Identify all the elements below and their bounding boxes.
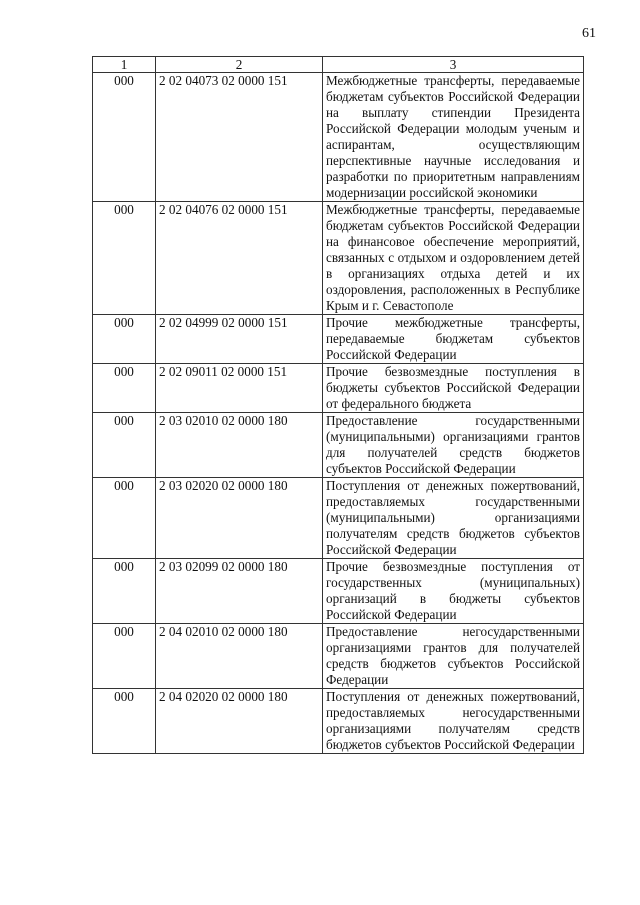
classification-code-cell: 2 04 02010 02 0000 180	[156, 624, 323, 689]
column-header: 2	[156, 57, 323, 73]
admin-code-cell: 000	[93, 689, 156, 754]
page-number: 61	[582, 26, 596, 41]
table-header-row	[93, 57, 584, 73]
description-cell: Поступления от денежных пожертвований, предоставляемых негосударственными организациями получателям средств бюджетов субъектов Российской Федерации	[323, 689, 584, 754]
classification-code-cell: 2 02 04999 02 0000 151	[156, 315, 323, 364]
admin-code-cell: 000	[93, 624, 156, 689]
description-cell: Поступления от денежных пожертвований, предоставляемых государственными (муниципальными) организациями получателям средств бюджетов субъектов Российской Федерации	[323, 478, 584, 559]
table-row	[93, 689, 584, 754]
description-cell: Предоставление государственными (муниципальными) организациями грантов для получателей средств бюджетов субъектов Российской Федерации	[323, 413, 584, 478]
admin-code-cell: 000	[93, 413, 156, 478]
table-row	[93, 478, 584, 559]
admin-code-cell: 000	[93, 478, 156, 559]
table-row	[93, 315, 584, 364]
admin-code-cell: 000	[93, 315, 156, 364]
table-row	[93, 73, 584, 202]
classification-code-cell: 2 04 02020 02 0000 180	[156, 689, 323, 754]
admin-code-cell: 000	[93, 364, 156, 413]
table-row	[93, 202, 584, 315]
admin-code-cell: 000	[93, 73, 156, 202]
description-cell: Прочие безвозмездные поступления от государственных (муниципальных) организаций в бюджеты субъектов Российской Федерации	[323, 559, 584, 624]
classification-code-cell: 2 02 04076 02 0000 151	[156, 202, 323, 315]
table-row	[93, 559, 584, 624]
classification-code-cell: 2 03 02099 02 0000 180	[156, 559, 323, 624]
description-cell: Межбюджетные трансферты, передаваемые бюджетам субъектов Российской Федерации на финансовое обеспечение мероприятий, связанных с отдыхом и оздоровлением детей в организациях отдыха детей и их оздоровления, расположенных в Республике Крым и г. Севастополе	[323, 202, 584, 315]
description-cell: Межбюджетные трансферты, передаваемые бюджетам субъектов Российской Федерации на выплату стипендии Президента Российской Федерации молодым ученым и аспирантам, осуществляющим перспективные научные исследования и разработки по приоритетным направлениям модернизации российской экономики	[323, 73, 584, 202]
classification-code-cell: 2 02 09011 02 0000 151	[156, 364, 323, 413]
description-cell: Прочие безвозмездные поступления в бюджеты субъектов Российской Федерации от федерального бюджета	[323, 364, 584, 413]
revenue-classification-table	[92, 56, 584, 754]
admin-code-cell: 000	[93, 202, 156, 315]
classification-code-cell: 2 02 04073 02 0000 151	[156, 73, 323, 202]
classification-code-cell: 2 03 02010 02 0000 180	[156, 413, 323, 478]
column-header: 1	[93, 57, 156, 73]
admin-code-cell: 000	[93, 559, 156, 624]
description-cell: Предоставление негосударственными организациями грантов для получателей средств бюджетов субъектов Российской Федерации	[323, 624, 584, 689]
description-cell: Прочие межбюджетные трансферты, передаваемые бюджетам субъектов Российской Федерации	[323, 315, 584, 364]
table-row	[93, 624, 584, 689]
table-row	[93, 364, 584, 413]
column-header: 3	[323, 57, 584, 73]
table-row	[93, 413, 584, 478]
classification-code-cell: 2 03 02020 02 0000 180	[156, 478, 323, 559]
